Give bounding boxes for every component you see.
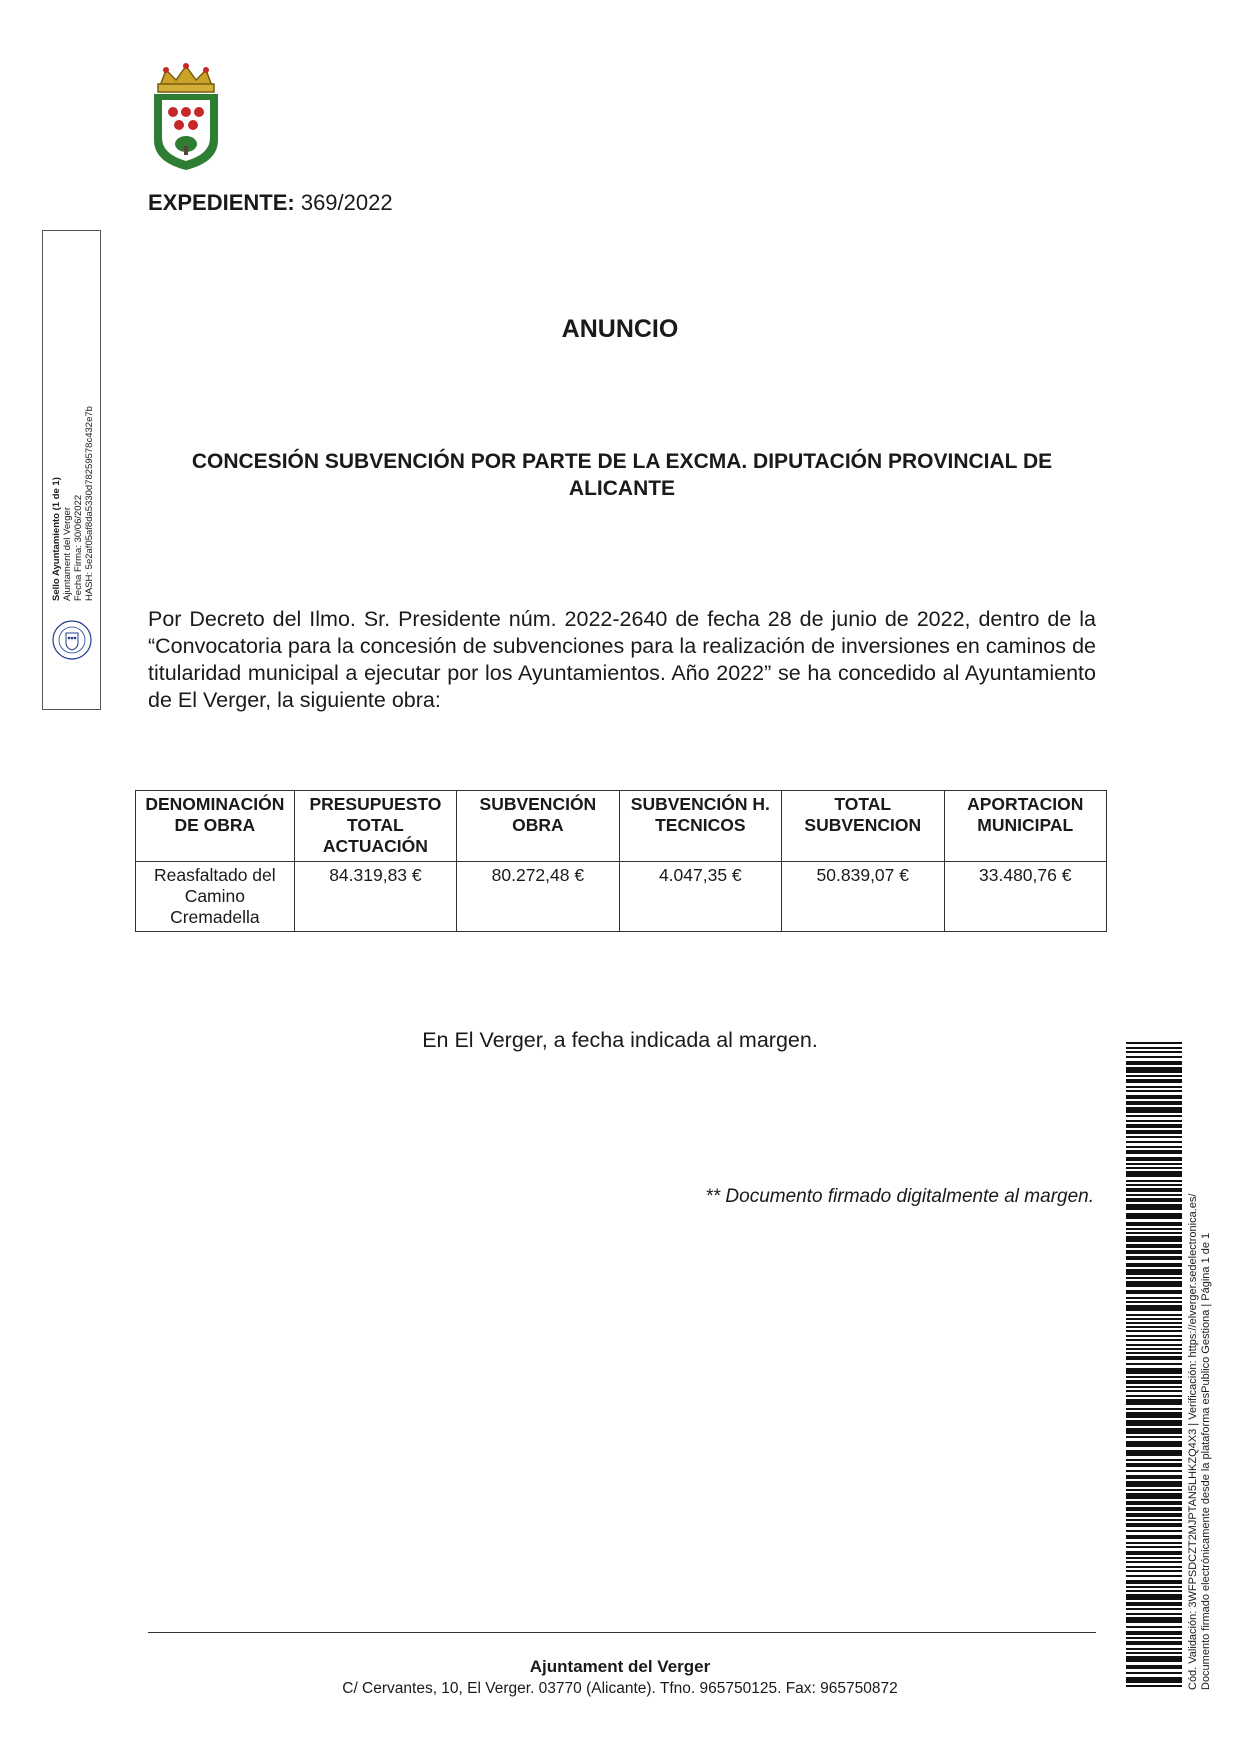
- document-subtitle: CONCESIÓN SUBVENCIÓN POR PARTE DE LA EXCMA. DIPUTACIÓN PROVINCIAL DE ALICANTE: [191, 450, 1053, 500]
- expediente-label: EXPEDIENTE:: [148, 190, 295, 215]
- verification-text: [1187, 1194, 1213, 1690]
- table-header-row: [136, 791, 1107, 862]
- col-header-denominacion: DENOMINACIÓN DE OBRA: [136, 791, 295, 862]
- seal-line-2: Fecha Firma: 30/06/2022: [73, 494, 84, 601]
- col-header-total-subvencion: TOTAL SUBVENCION: [782, 791, 944, 862]
- signed-note: ** Documento firmado digitalmente al margen.: [705, 1186, 1094, 1207]
- table-row: [136, 862, 1107, 932]
- signature-seal-box: [42, 230, 101, 710]
- expediente-value: 369/2022: [300, 190, 393, 215]
- grant-table: [135, 790, 1107, 932]
- footer-organization: Ajuntament del Verger: [529, 1657, 711, 1676]
- seal-line-3: HASH: 5e2af05af8da5330d78259578c432e7b: [84, 406, 95, 601]
- col-header-subvencion-obra: SUBVENCIÓN OBRA: [457, 791, 619, 862]
- body-paragraph: Por Decreto del Ilmo. Sr. Presidente núm. 2022-2640 de fecha 28 de junio de 2022, dentro de la “Convocatoria para la concesión de subvenciones para la realización de inversiones en caminos de titularidad municipal a ejecutar por los Ayuntamientos. Año 2022” se ha concedido al Ayuntamiento de El Verger, la siguiente obra:: [148, 607, 1096, 712]
- round-seal-stamp-icon: [51, 619, 93, 661]
- barcode-icon: [1126, 1042, 1182, 1687]
- footer-divider: [148, 1632, 1096, 1633]
- seal-text: [51, 406, 95, 601]
- verification-line-2: Documento firmado electrónicamente desde la plataforma esPublico Gestiona | Página 1 de 1: [1200, 1232, 1212, 1690]
- footer-address: C/ Cervantes, 10, El Verger. 03770 (Alicante). Tfno. 965750125. Fax: 965750872: [342, 1680, 898, 1697]
- cell-subvencion-tecnicos: 4.047,35 €: [619, 862, 781, 932]
- coat-of-arms-logo: [150, 62, 222, 172]
- document-title: ANUNCIO: [561, 315, 679, 343]
- seal-title: Sello Ayuntamiento (1 de 1): [51, 477, 62, 601]
- verification-line-1: Cód. Validación: 3WFPSDCZT2MJPTAN5LHKZQ4X3 | Verificación: https://elverger.sedelectronica.es/: [1187, 1193, 1199, 1690]
- cell-subvencion-obra: 80.272,48 €: [457, 862, 619, 932]
- cell-total-subvencion: 50.839,07 €: [782, 862, 944, 932]
- col-header-subvencion-tecnicos: SUBVENCIÓN H. TECNICOS: [619, 791, 781, 862]
- cell-aportacion: 33.480,76 €: [944, 862, 1107, 932]
- cell-denominacion: Reasfaltado del Camino Cremadella: [136, 862, 295, 932]
- closing-line: En El Verger, a fecha indicada al margen.: [422, 1028, 818, 1052]
- cell-presupuesto: 84.319,83 €: [294, 862, 456, 932]
- col-header-presupuesto: PRESUPUESTO TOTAL ACTUACIÓN: [294, 791, 456, 862]
- expediente-line: [148, 190, 393, 216]
- col-header-aportacion: APORTACION MUNICIPAL: [944, 791, 1107, 862]
- seal-line-1: Ajuntament del Verger: [62, 506, 73, 601]
